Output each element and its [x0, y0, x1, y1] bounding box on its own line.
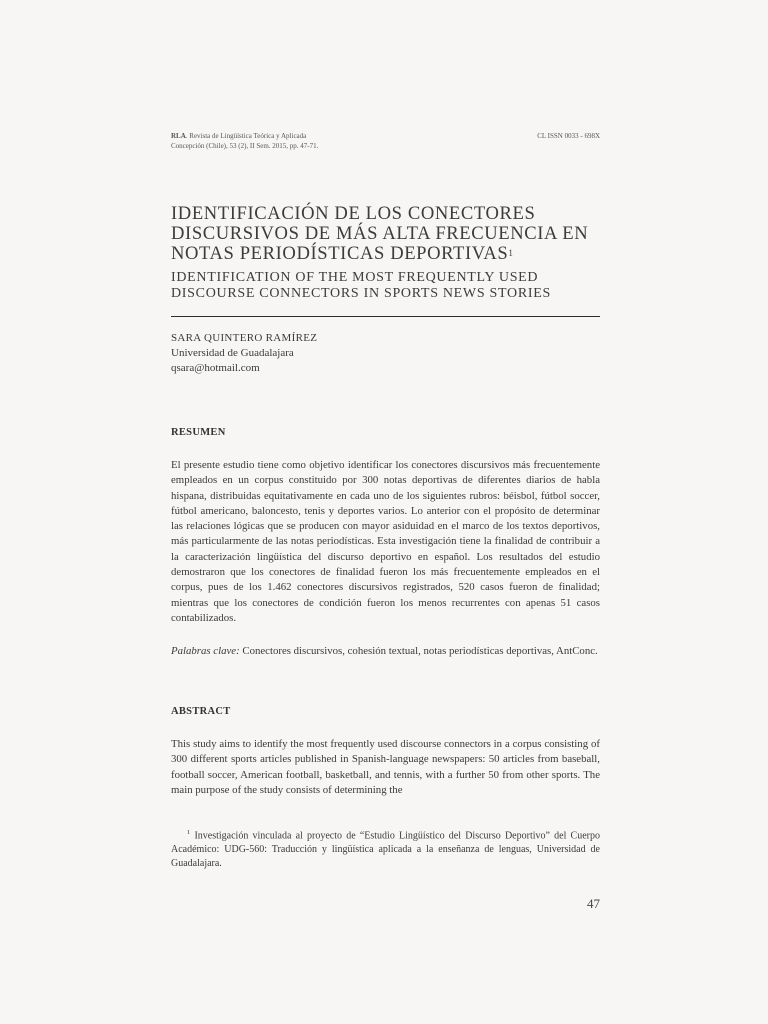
- footnote-text: Investigación vinculada al proyecto de “Estudio Lingüístico del Discurso Deportivo” del Cuerpo Académico: UDG-560: Traducción y lingüística aplicada a la enseñanza de lenguas, Universidad de Guadalajara.: [171, 830, 600, 870]
- author-name: SARA QUINTERO RAMÍREZ: [171, 332, 318, 344]
- title-footnote-mark: 1: [508, 248, 513, 258]
- footnote-mark: 1: [187, 829, 191, 836]
- journal-location-line: Concepción (Chile), 53 (2), II Sem. 2015, pp. 47-71.: [171, 142, 319, 150]
- resumen-keywords: [171, 644, 600, 659]
- journal-issn: CL ISSN 0033 - 698X: [537, 132, 600, 140]
- journal-name: . Revista de Lingüística Teórica y Aplicada: [185, 132, 307, 140]
- paper-page: [171, 0, 600, 1024]
- page-number: 47: [587, 896, 600, 911]
- journal-abbrev: RLA: [171, 132, 186, 140]
- footnote: [171, 826, 600, 871]
- keywords-label: Palabras clave:: [171, 645, 240, 657]
- subtitle-line-2: DISCOURSE CONNECTORS IN SPORTS NEWS STORIES: [171, 286, 551, 301]
- journal-header: [171, 131, 600, 151]
- title-line-2: DISCURSIVOS DE MÁS ALTA FRECUENCIA EN: [171, 223, 589, 244]
- title-line-3-text: NOTAS PERIODÍSTICAS DEPORTIVAS: [171, 243, 509, 264]
- author-affiliation: Universidad de Guadalajara: [171, 347, 294, 359]
- title-line-1: IDENTIFICACIÓN DE LOS CONECTORES: [171, 203, 536, 224]
- resumen-heading: RESUMEN: [171, 427, 226, 438]
- author-email: qsara@hotmail.com: [171, 362, 260, 374]
- abstract-heading: ABSTRACT: [171, 706, 231, 717]
- title-line-3: [171, 244, 600, 264]
- resumen-body: El presente estudio tiene como objetivo identificar los conectores discursivos más frecuentemente empleados en un corpus constituido por 300 notas deportivas de diferentes diarios de habla hispana, distribuidas equitativamente en cada uno de los siguientes rubros: béisbol, fútbol soccer, fútbol americano, baloncesto, tenis y deportes varios. Lo anterior con el propósito de determinar las relaciones lógicas que se producen con mayor asiduidad en el marco de los textos deportivos, más particularmente de las notas periodísticas. Esta investigación tiene la finalidad de contribuir a la caracterización lingüística del discurso deportivo en español. Los resultados del estudio demostraron que los conectores de finalidad fueron los más frecuentemente empleados en el corpus, pues de los 1.462 conectores discursivos registrados, 520 casos fueron de finalidad; mientras que los conectores de condición fueron los menos recurrentes con apenas 51 casos contabilizados.: [171, 459, 600, 624]
- article-title: [171, 204, 600, 264]
- keywords-list: Conectores discursivos, cohesión textual, notas periodísticas deportivas, AntConc.: [239, 645, 598, 657]
- abstract-body: This study aims to identify the most frequently used discourse connectors in a corpus consisting of 300 different sports articles published in Spanish-language newspapers: 50 articles from baseball, football soccer, American football, basketball, and tennis, with a further 50 from other sports. The main purpose of the study consists of determining the: [171, 738, 600, 796]
- title-divider: [171, 316, 600, 317]
- article-subtitle: [171, 270, 600, 302]
- author-block: [171, 331, 600, 376]
- journal-citation-line: [171, 131, 600, 141]
- subtitle-line-1: IDENTIFICATION OF THE MOST FREQUENTLY USED: [171, 270, 539, 285]
